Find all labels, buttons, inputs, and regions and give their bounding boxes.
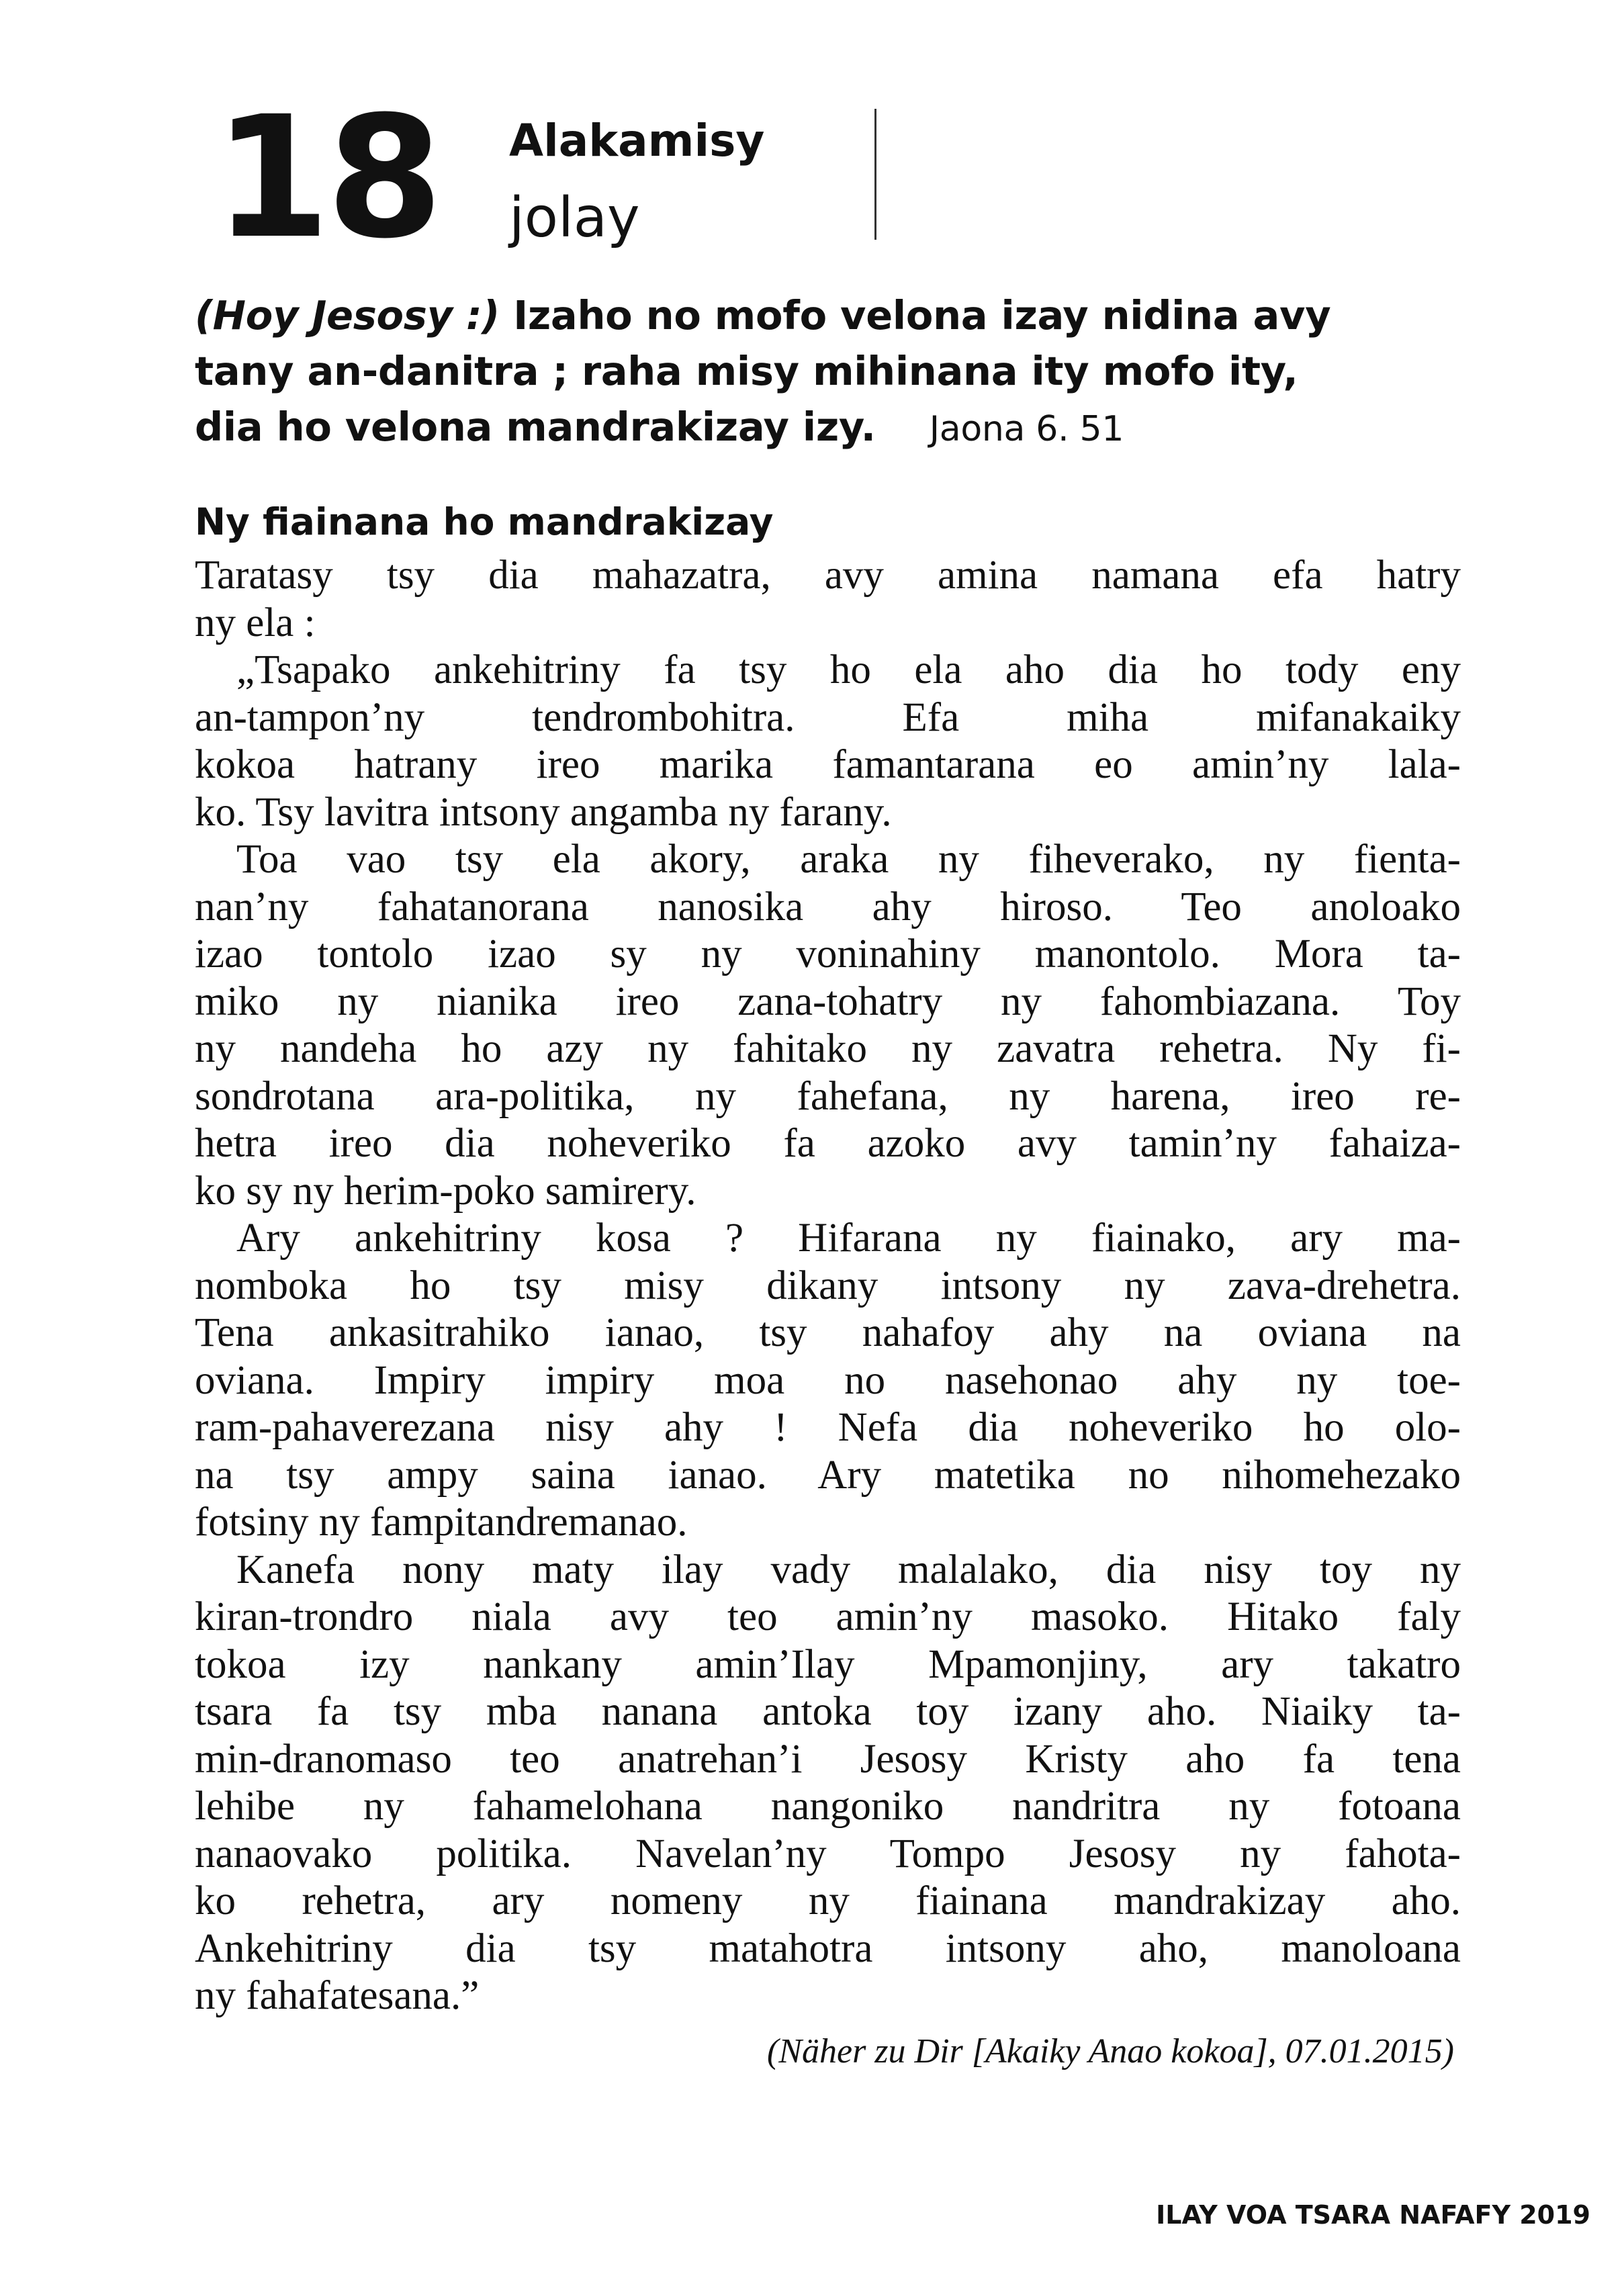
body-line: ko sy ny herim-poko samirery. — [195, 1168, 696, 1214]
body-line: nanaovako politika. Navelan’ny Tompo Jesosy ny fahota- — [195, 1831, 1461, 1876]
body-line: ny ela : — [195, 600, 316, 645]
source-citation: (Näher zu Dir [Akaiky Anao kokoa], 07.01.2015) — [766, 2032, 1454, 2071]
body-line: Kanefa nony maty ilay vady malalako, dia nisy toy ny — [236, 1547, 1461, 1592]
body-line: Taratasy tsy dia mahazatra, avy amina namana efa hatry — [195, 553, 1461, 598]
body-line: kiran-trondro niala avy teo amin’ny masoko. Hitako faly — [195, 1594, 1461, 1639]
body-line: Ary ankehitriny kosa ? Hifarana ny fiainako, ary ma- — [236, 1216, 1461, 1261]
verse-reference: Jaona 6. 51 — [929, 409, 1124, 449]
body-line: min-dranomaso teo anatrehan’i Jesosy Kristy aho fa tena — [195, 1736, 1461, 1782]
body-line: tsara fa tsy mba nanana antoka toy izany aho. Niaiky ta- — [195, 1689, 1461, 1734]
body-line: Ankehitriny dia tsy matahotra intsony aho, manoloana — [195, 1925, 1461, 1971]
body-line: ko rehetra, ary nomeny ny fiainana mandrakizay aho. — [195, 1878, 1461, 1923]
body-line: hetra ireo dia noheveriko fa azoko avy tamin’ny fahaiza- — [195, 1121, 1461, 1166]
month-label: jolay — [509, 186, 640, 250]
body-line: an-tampon’ny tendrombohitra. Efa miha mifanakaiky — [195, 694, 1461, 740]
body-line: „Tsapako ankehitriny fa tsy ho ela aho dia ho tody eny — [236, 647, 1461, 692]
body-line: Tena ankasitrahiko ianao, tsy nahafoy ahy na oviana na — [195, 1310, 1461, 1355]
header-divider — [874, 109, 876, 240]
verse-line-2: tany an-danitra ; raha misy mihinana ity mofo ity, — [195, 348, 1298, 394]
body-line: oviana. Impiry impiry moa no nasehonao ahy ny toe- — [195, 1357, 1461, 1403]
body-line: Toa vao tsy ela akory, araka ny fiheverako, ny fienta- — [236, 837, 1461, 882]
section-title: Ny fiainana ho mandrakizay — [195, 500, 774, 543]
body-line: ny nandeha ho azy ny fahitako ny zavatra rehetra. Ny fi- — [195, 1026, 1461, 1071]
footer-title: ILAY VOA TSARA NAFAFY 2019 — [1156, 2200, 1590, 2230]
bible-verse — [195, 287, 1464, 457]
date-header — [214, 80, 885, 275]
body-line: miko ny nianika ireo zana-tohatry ny fahombiazana. Toy — [195, 979, 1461, 1024]
body-text — [195, 552, 1461, 2020]
verse-line-1 — [195, 287, 1464, 343]
body-line: nomboka ho tsy misy dikany intsony ny zava-drehetra. — [195, 1263, 1461, 1308]
body-line: kokoa hatrany ireo marika famantarana eo amin’ny lala- — [195, 742, 1461, 787]
verse-text-1: Izaho no mofo velona izay nidina avy — [513, 292, 1331, 338]
weekday-label: Alakamisy — [509, 115, 765, 167]
body-line: lehibe ny fahamelohana nangoniko nandritra ny fotoana — [195, 1784, 1461, 1829]
body-line: ko. Tsy lavitra intsony angamba ny farany. — [195, 789, 892, 835]
day-number: 18 — [214, 80, 439, 275]
body-line: tokoa izy nankany amin’Ilay Mpamonjiny, ary takatro — [195, 1641, 1461, 1687]
verse-text-3: dia ho velona mandrakizay izy. — [195, 404, 876, 450]
verse-line-3 — [195, 399, 1464, 457]
body-line: ny fahafatesana.” — [195, 1973, 480, 2018]
body-line: nan’ny fahatanorana nanosika ahy hiroso. Teo anoloako — [195, 884, 1461, 929]
body-line: ram-pahaverezana nisy ahy ! Nefa dia noheveriko ho olo- — [195, 1405, 1461, 1450]
body-line: fotsiny ny fampitandremanao. — [195, 1500, 688, 1545]
body-line: izao tontolo izao sy ny voninahiny manontolo. Mora ta- — [195, 931, 1461, 976]
body-line: na tsy ampy saina ianao. Ary matetika no nihomehezako — [195, 1452, 1461, 1498]
body-line: sondrotana ara-politika, ny fahefana, ny harena, ireo re- — [195, 1073, 1461, 1119]
verse-speaker: (Hoy Jesosy :) — [195, 292, 500, 338]
